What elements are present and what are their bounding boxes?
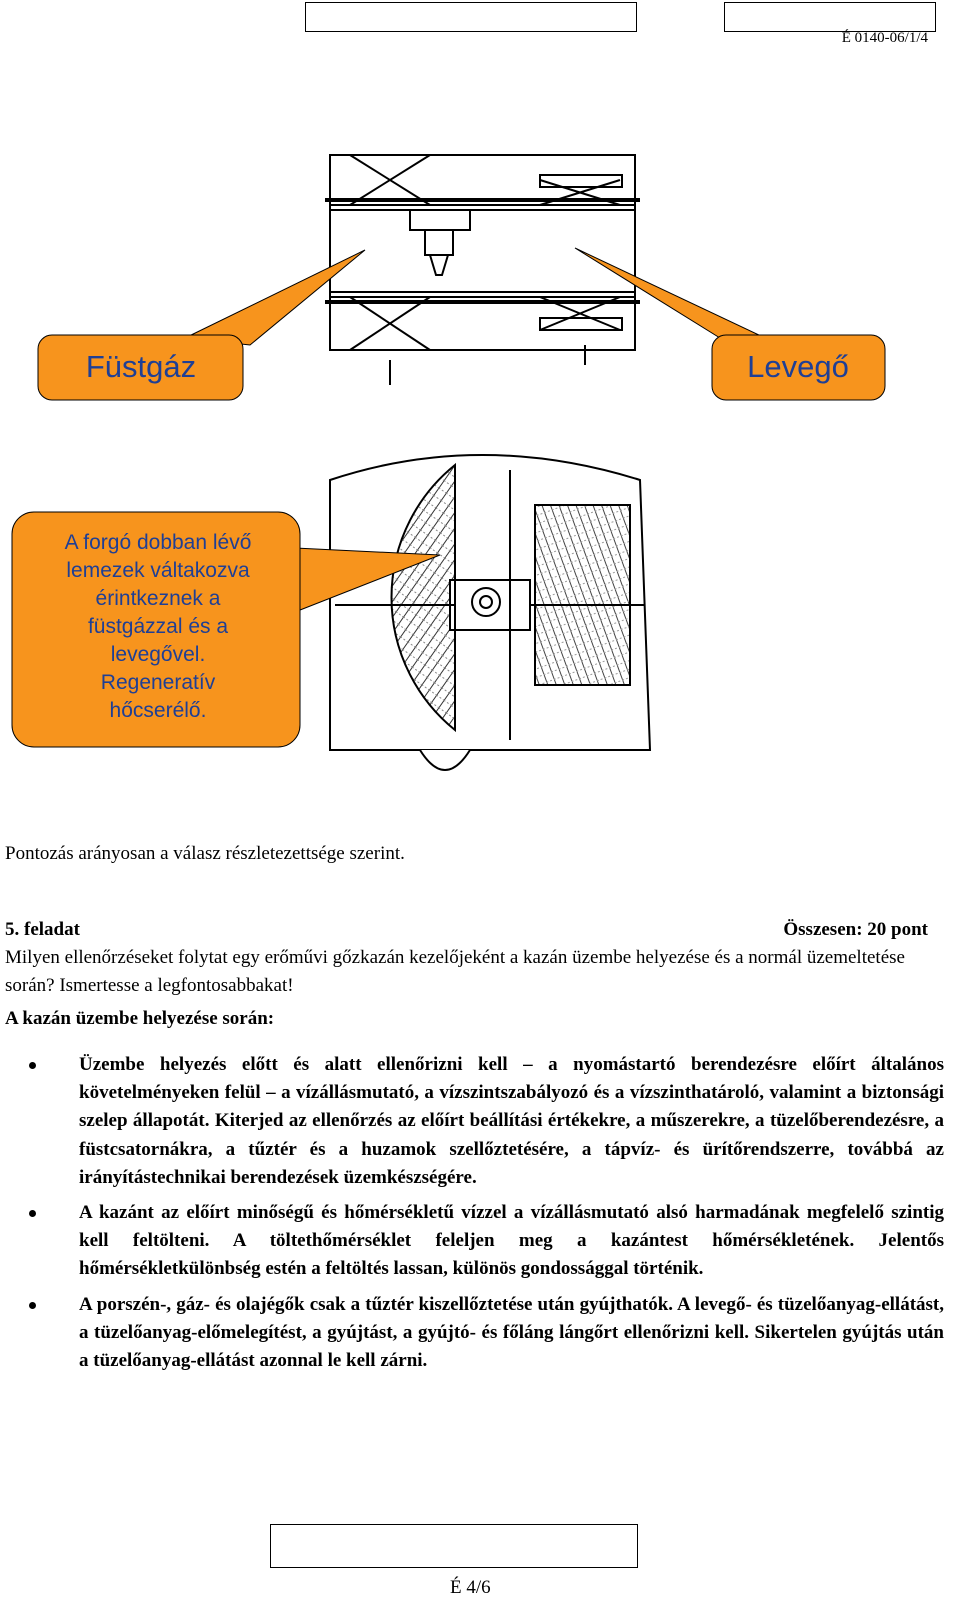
callout-description-line: A forgó dobban lévő bbox=[64, 531, 252, 554]
list-item bbox=[0, 1291, 944, 1376]
scoring-note: Pontozás arányosan a válasz részletezettsége szerint. bbox=[5, 843, 405, 864]
callout-description-line: érintkeznek a bbox=[95, 587, 221, 610]
callout-flue-gas-label: Füstgáz bbox=[85, 349, 197, 384]
task-question: Milyen ellenőrzéseket folytat egy erőművi gőzkazán kezelőjeként a kazán üzembe helyezése és a normál üzemeltetése során? Ismertesse a legfontosabbakat! bbox=[5, 947, 905, 996]
list-item-text: Üzembe helyezés előtt és alatt ellenőrizni kell – a nyomástartó berendezésre előírt általános követelményeken felül – a vízállásmutató, a vízszintszabályozó és a vízszinthatároló, valamint a biztonsági szelep állapotát. Kiterjed az ellenőrzés az előírt beállítási értékekre, a műszerekre, a tüzelőberendezésre, a füstcsatornákra, a tűztér és a huzamok szellőztetésére, a tápvíz- és ürítőrendszerre, továbbá az irányítástechnikai berendezések üzemkészségére. bbox=[79, 1054, 944, 1188]
document-code: É 0140-06/1/4 bbox=[841, 30, 928, 46]
task-header bbox=[5, 919, 928, 941]
bullet-icon bbox=[29, 1062, 36, 1069]
page-number: É 4/6 bbox=[450, 1577, 491, 1598]
callout-description-line: lemezek váltakozva bbox=[66, 559, 250, 582]
bullet-icon bbox=[29, 1210, 36, 1217]
side-section-drawing bbox=[325, 155, 640, 385]
answer-subheading: A kazán üzembe helyezése során: bbox=[5, 1008, 275, 1029]
plan-section-drawing bbox=[330, 455, 650, 770]
task-number: 5. feladat bbox=[5, 919, 80, 940]
list-item-text: A porszén-, gáz- és olajégők csak a tűztér kiszellőztetése után gyújthatók. A levegő- és tüzelőanyag-ellátást, a tüzelőanyag-előmelegítést, a gyújtást, a gyújtó- és főláng lángőrt ellenőrizni kell. Sikertelen gyújtás után a tüzelőanyag-ellátást azonnal le kell zárni. bbox=[79, 1293, 944, 1372]
list-item bbox=[0, 1199, 944, 1284]
task-total-points: Összesen: 20 pont bbox=[783, 919, 928, 940]
footer-box bbox=[270, 1524, 638, 1568]
callout-description-line: Regeneratív bbox=[100, 671, 216, 694]
bullet-icon bbox=[29, 1302, 36, 1309]
callout-description-line: hőcserélő. bbox=[109, 699, 207, 722]
answer-list bbox=[0, 1051, 944, 1382]
list-item bbox=[0, 1051, 944, 1192]
list-item-text: A kazánt az előírt minőségű és hőmérsékletű vízzel a vízállásmutató alsó harmadának megfelelő szintig kell feltölteni. A töltethőmérséklet feleljen meg a kazántest hőmérsékletének. Jelentős hőmérsékletkülönbség estén a feltöltés lassan, különös gondossággal történik. bbox=[79, 1202, 944, 1280]
callout-air-label: Levegő bbox=[747, 349, 849, 384]
callout-description-line: füstgázzal és a bbox=[87, 615, 229, 638]
callout-description-line: levegővel. bbox=[110, 643, 206, 666]
